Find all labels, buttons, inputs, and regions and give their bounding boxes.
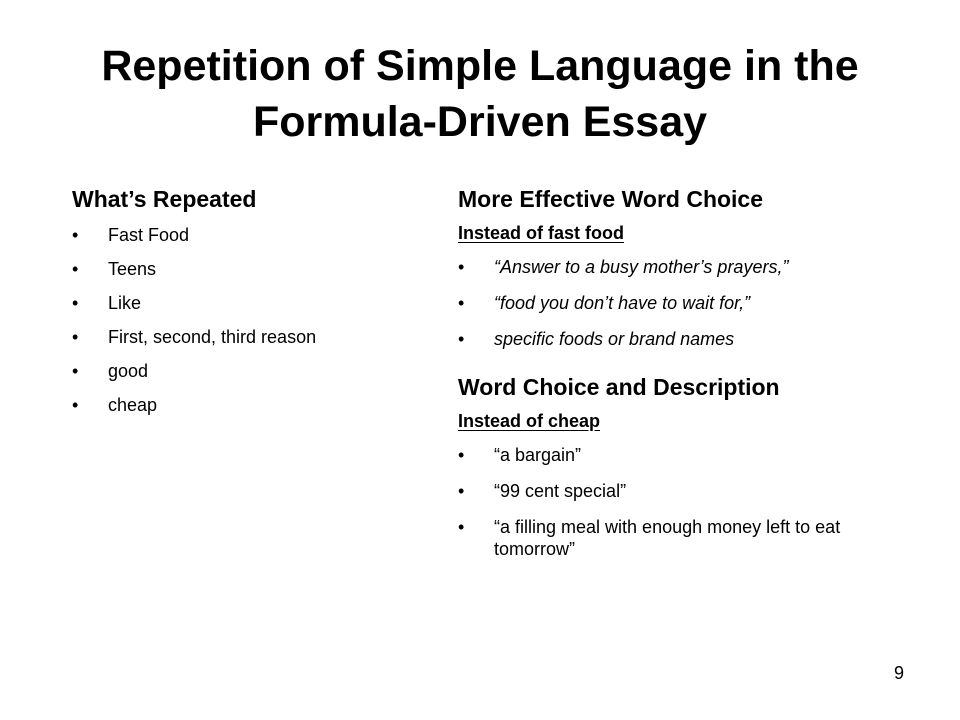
list-item xyxy=(72,360,432,382)
effective-word-choice-heading: More Effective Word Choice xyxy=(458,186,764,212)
left-column xyxy=(72,184,432,428)
fast-food-alternatives-list xyxy=(458,256,898,350)
list-item-text: First, second, third reason xyxy=(108,327,317,347)
bullet-icon: • xyxy=(72,395,79,415)
list-item-text: good xyxy=(108,361,149,381)
bullet-icon: • xyxy=(458,445,465,465)
list-item-text: “food you don’t have to wait for,” xyxy=(494,293,751,313)
bullet-icon: • xyxy=(458,517,465,537)
instead-of-cheap-subheading: Instead of cheap xyxy=(458,411,601,431)
slide-title: Repetition of Simple Language in the Formula-Driven Essay xyxy=(101,42,859,146)
list-item-text: “99 cent special” xyxy=(494,481,627,501)
list-item xyxy=(72,394,432,416)
list-item xyxy=(458,516,898,560)
list-item xyxy=(72,224,432,246)
bullet-icon: • xyxy=(458,293,465,313)
effective-word-choice-section xyxy=(458,184,898,350)
bullet-icon: • xyxy=(72,361,79,381)
list-item xyxy=(458,480,898,502)
list-item-text: “a filling meal with enough money left to eat tomorrow” xyxy=(494,517,841,559)
list-item xyxy=(458,292,898,314)
list-item-text: specific foods or brand names xyxy=(494,329,735,349)
bullet-icon: • xyxy=(72,259,79,279)
repeated-list xyxy=(72,224,432,416)
list-item xyxy=(72,258,432,280)
instead-of-fast-food-subheading: Instead of fast food xyxy=(458,223,624,243)
bullet-icon: • xyxy=(458,257,465,277)
word-choice-description-heading: Word Choice and Description xyxy=(458,374,780,400)
list-item-text: Like xyxy=(108,293,142,313)
bullet-icon: • xyxy=(72,225,79,245)
page-number: 9 xyxy=(893,663,904,683)
list-item-text: “Answer to a busy mother’s prayers,” xyxy=(494,257,789,277)
list-item xyxy=(72,326,432,348)
list-item xyxy=(458,328,898,350)
list-item-text: cheap xyxy=(108,395,158,415)
word-choice-description-section xyxy=(458,372,898,560)
whats-repeated-heading: What’s Repeated xyxy=(72,186,257,212)
right-column xyxy=(458,184,898,574)
bullet-icon: • xyxy=(458,329,465,349)
bullet-icon: • xyxy=(458,481,465,501)
list-item-text: “a bargain” xyxy=(494,445,582,465)
list-item-text: Fast Food xyxy=(108,225,190,245)
bullet-icon: • xyxy=(72,327,79,347)
list-item-text: Teens xyxy=(108,259,157,279)
list-item xyxy=(72,292,432,314)
cheap-alternatives-list xyxy=(458,444,898,560)
list-item xyxy=(458,256,898,278)
bullet-icon: • xyxy=(72,293,79,313)
list-item xyxy=(458,444,898,466)
